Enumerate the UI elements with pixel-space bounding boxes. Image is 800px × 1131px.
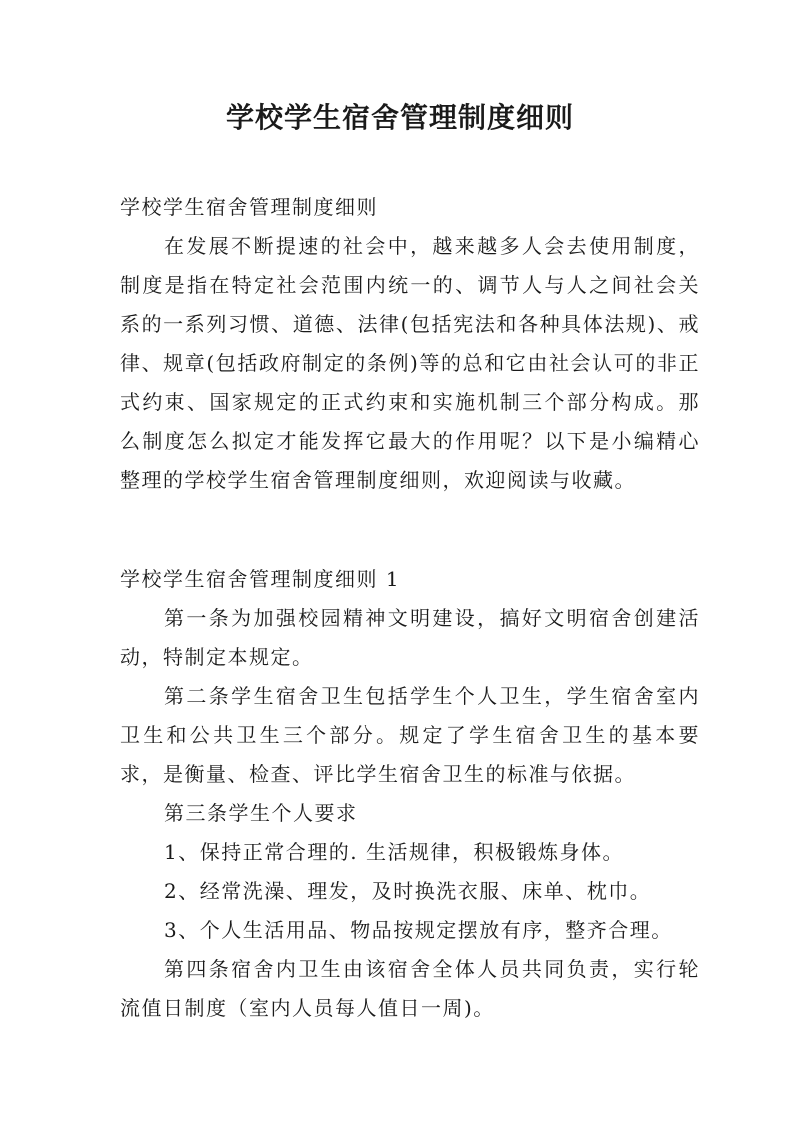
article-1-paragraph: 第一条为加强校园精神文明建设，搞好文明宿舍创建活动，特制定本规定。 [120,606,700,669]
list-item-2: 2、经常洗澡、理发，及时换洗衣服、床单、枕巾。 [164,879,652,903]
section-1-heading: 学校学生宿舍管理制度细则 1 [120,567,401,591]
list-item-3: 3、个人生活用品、物品按规定摆放有序，整齐合理。 [164,918,673,942]
intro-section [120,188,700,500]
article-2-paragraph: 第二条学生宿舍卫生包括学生个人卫生，学生宿舍室内卫生和公共卫生三个部分。规定了学生宿舍卫生的基本要求，是衡量、检查、评比学生宿舍卫生的标准与依据。 [120,684,700,786]
intro-heading: 学校学生宿舍管理制度细则 [120,195,378,219]
list-item-1: 1、保持正常合理的. 生活规律，积极锻炼身体。 [164,840,624,864]
section-1 [120,560,700,1028]
document-title: 学校学生宿舍管理制度细则 [225,101,574,134]
article-4-paragraph: 第四条宿舍内卫生由该宿舍全体人员共同负责，实行轮流值日制度（室内人员每人值日一周)。 [120,957,700,1020]
intro-paragraph: 在发展不断提速的社会中，越来越多人会去使用制度，制度是指在特定社会范围内统一的、调节人与人之间社会关系的一系列习惯、道德、法律(包括宪法和各种具体法规)、戒律、规章(包括政府制定的条例)等的总和它由社会认可的非正式约束、国家规定的正式约束和实施机制三个部分构成。那么制度怎么拟定才能发挥它最大的作用呢？以下是小编精心整理的学校学生宿舍管理制度细则，欢迎阅读与收藏。 [120,234,700,492]
article-3-heading: 第三条学生个人要求 [164,801,358,825]
